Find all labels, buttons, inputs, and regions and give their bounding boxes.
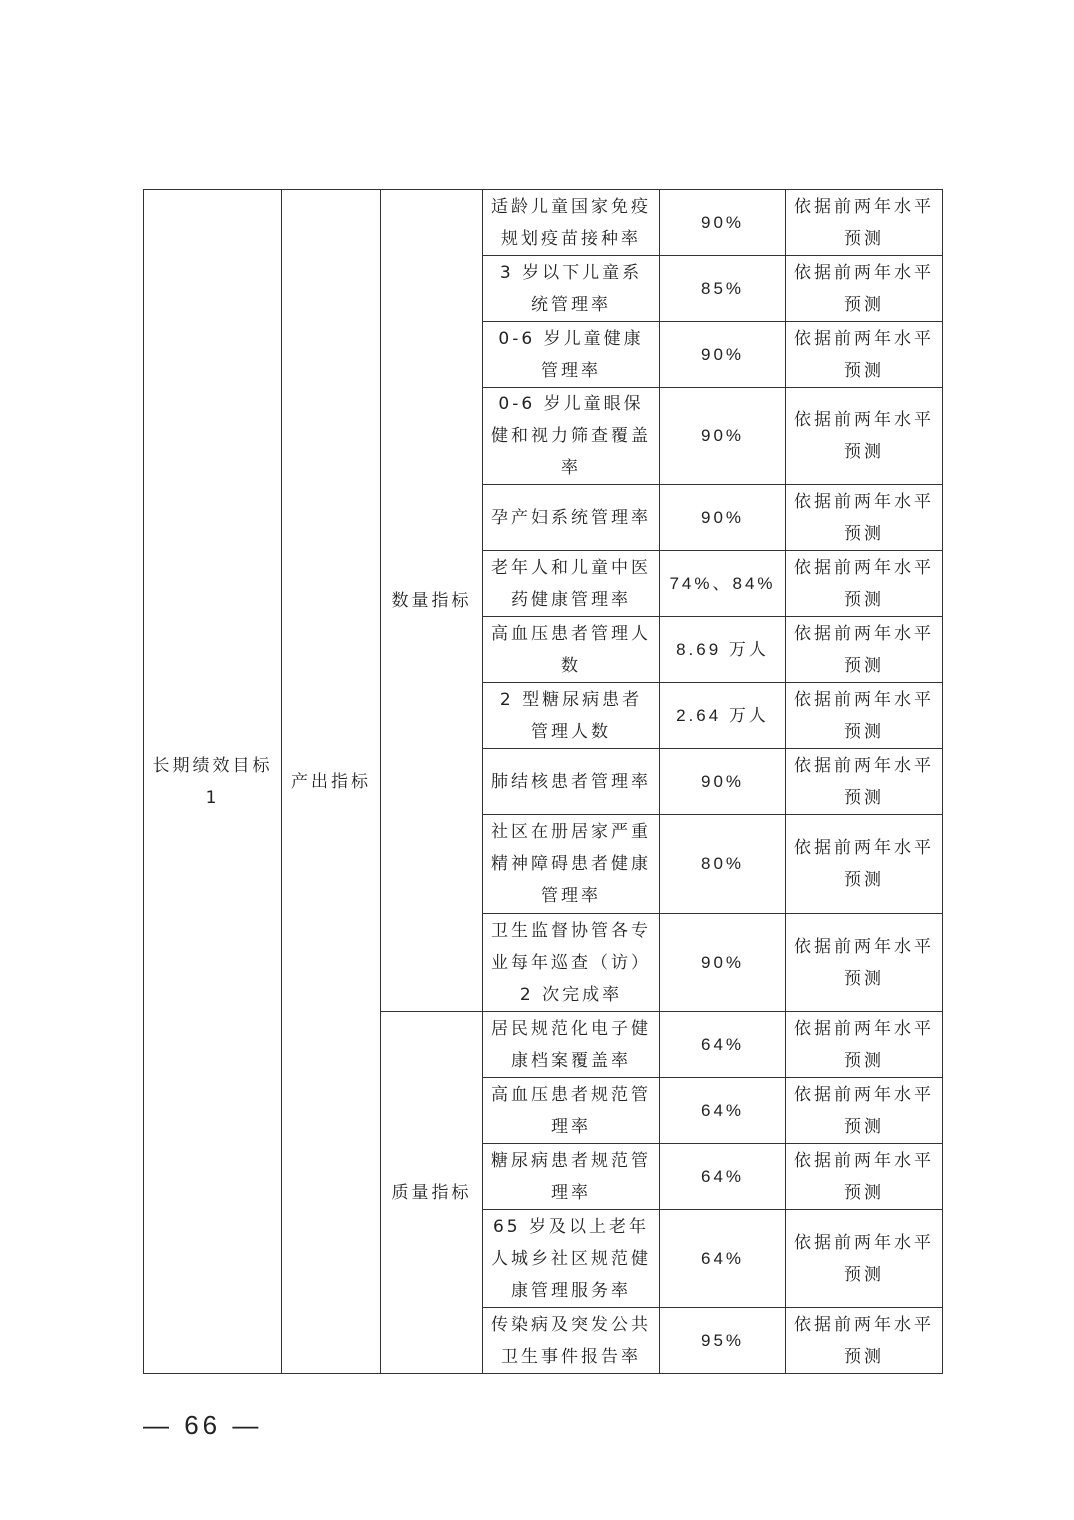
value-cell: 90% [660,749,786,815]
indicator-cell: 居民规范化电子健康档案覆盖率 [483,1012,660,1078]
page-number: — 66 — [143,1410,263,1440]
table-row [144,190,943,256]
indicator-cell: 0-6 岁儿童健康管理率 [483,322,660,388]
basis-cell: 依据前两年水平预测 [786,1210,943,1308]
performance-table [143,189,943,1374]
value-cell: 90% [660,388,786,485]
indicator-cell: 老年人和儿童中医药健康管理率 [483,551,660,617]
value-cell: 64% [660,1012,786,1078]
value-cell: 64% [660,1078,786,1144]
value-cell: 64% [660,1144,786,1210]
value-cell: 2.64 万人 [660,683,786,749]
basis-cell: 依据前两年水平预测 [786,485,943,551]
indicator-cell: 65 岁及以上老年人城乡社区规范健康管理服务率 [483,1210,660,1308]
basis-cell: 依据前两年水平预测 [786,388,943,485]
basis-cell: 依据前两年水平预测 [786,256,943,322]
level1-cell: 产出指标 [282,190,381,1374]
basis-cell: 依据前两年水平预测 [786,683,943,749]
indicator-cell: 卫生监督协管各专业每年巡查（访）2 次完成率 [483,914,660,1012]
indicator-cell: 2 型糖尿病患者管理人数 [483,683,660,749]
value-cell: 95% [660,1308,786,1374]
basis-cell: 依据前两年水平预测 [786,749,943,815]
value-cell: 74%、84% [660,551,786,617]
group-cell-quality: 质量指标 [381,1012,483,1374]
indicator-cell: 适龄儿童国家免疫规划疫苗接种率 [483,190,660,256]
indicator-cell: 糖尿病患者规范管理率 [483,1144,660,1210]
value-cell: 80% [660,815,786,914]
value-cell: 90% [660,322,786,388]
indicator-cell: 0-6 岁儿童眼保健和视力筛查覆盖率 [483,388,660,485]
value-cell: 64% [660,1210,786,1308]
indicator-cell: 孕产妇系统管理率 [483,485,660,551]
goal-cell: 长期绩效目标 1 [144,190,282,1374]
indicator-cell: 传染病及突发公共卫生事件报告率 [483,1308,660,1374]
value-cell: 90% [660,914,786,1012]
basis-cell: 依据前两年水平预测 [786,190,943,256]
basis-cell: 依据前两年水平预测 [786,551,943,617]
indicator-cell: 肺结核患者管理率 [483,749,660,815]
basis-cell: 依据前两年水平预测 [786,322,943,388]
value-cell: 90% [660,190,786,256]
basis-cell: 依据前两年水平预测 [786,914,943,1012]
basis-cell: 依据前两年水平预测 [786,617,943,683]
basis-cell: 依据前两年水平预测 [786,1144,943,1210]
value-cell: 8.69 万人 [660,617,786,683]
basis-cell: 依据前两年水平预测 [786,1012,943,1078]
indicator-cell: 3 岁以下儿童系统管理率 [483,256,660,322]
value-cell: 85% [660,256,786,322]
group-cell-quantity: 数量指标 [381,190,483,1012]
indicator-cell: 社区在册居家严重精神障碍患者健康管理率 [483,815,660,914]
basis-cell: 依据前两年水平预测 [786,1308,943,1374]
indicator-cell: 高血压患者规范管理率 [483,1078,660,1144]
basis-cell: 依据前两年水平预测 [786,815,943,914]
basis-cell: 依据前两年水平预测 [786,1078,943,1144]
indicator-cell: 高血压患者管理人数 [483,617,660,683]
value-cell: 90% [660,485,786,551]
